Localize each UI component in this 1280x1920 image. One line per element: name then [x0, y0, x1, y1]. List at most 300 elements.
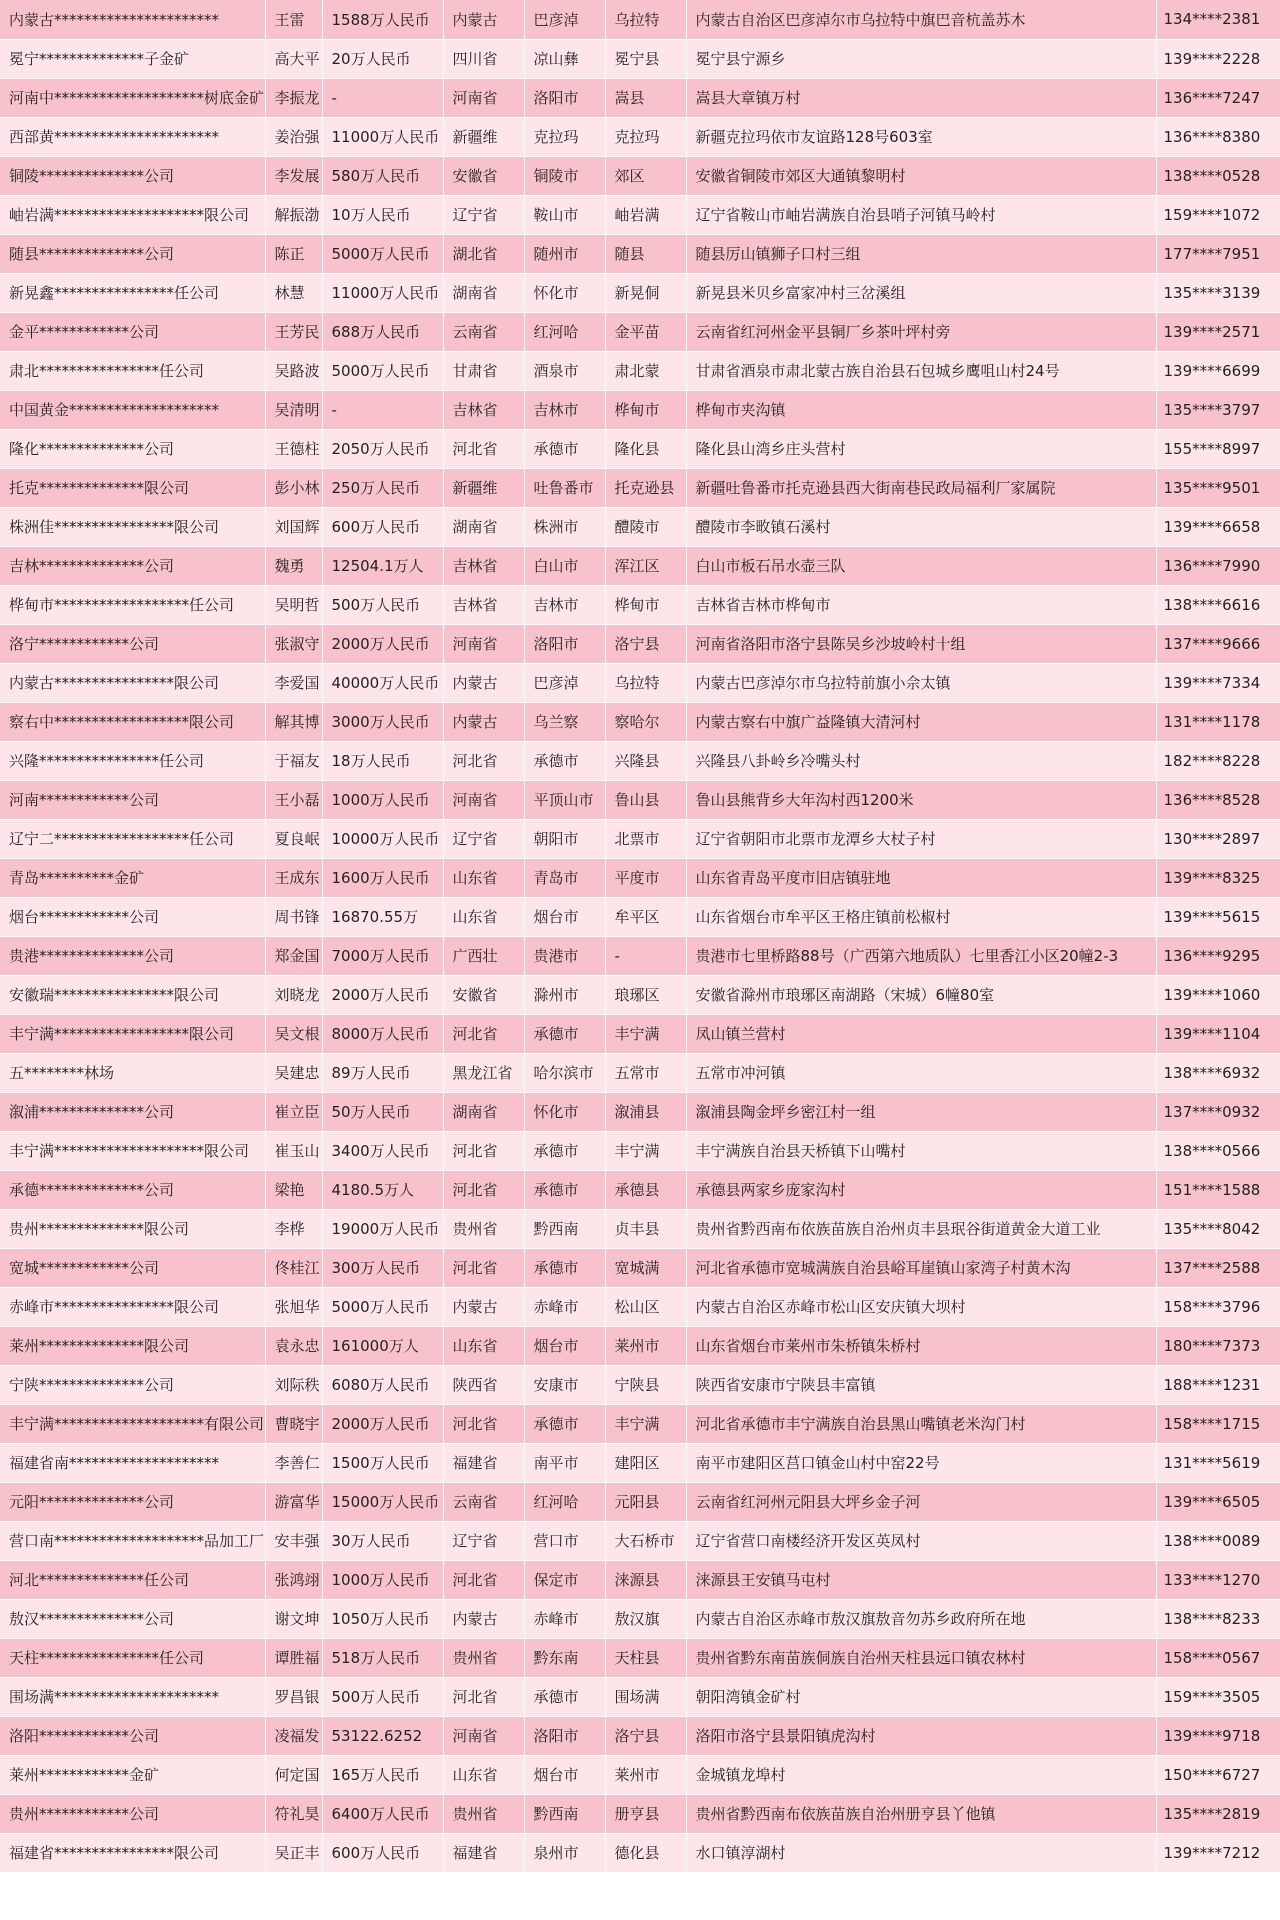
table-row — [0, 1014, 1280, 1053]
cell-county: 乌拉特 — [605, 0, 686, 39]
cell-company: 天柱****************任公司 — [0, 1638, 265, 1677]
table-row — [0, 702, 1280, 741]
cell-address: 溆浦县陶金坪乡密江村一组 — [686, 1092, 1156, 1131]
cell-company: 株洲佳****************限公司 — [0, 507, 265, 546]
cell-province: 山东省 — [443, 1755, 524, 1794]
cell-person: 佟桂江 — [265, 1248, 322, 1287]
cell-person: 张旭华 — [265, 1287, 322, 1326]
cell-province: 云南省 — [443, 312, 524, 351]
cell-county: 浑江区 — [605, 546, 686, 585]
cell-city: 哈尔滨市 — [524, 1053, 605, 1092]
cell-address: 新晃县米贝乡富家冲村三岔溪组 — [686, 273, 1156, 312]
cell-phone: 138****0089 — [1156, 1521, 1280, 1560]
cell-phone: 130****2897 — [1156, 819, 1280, 858]
cell-address: 内蒙古察右中旗广益隆镇大清河村 — [686, 702, 1156, 741]
cell-address: 朝阳湾镇金矿村 — [686, 1677, 1156, 1716]
cell-city: 红河哈 — [524, 1482, 605, 1521]
cell-person: 彭小林 — [265, 468, 322, 507]
table-row — [0, 507, 1280, 546]
cell-province: 吉林省 — [443, 585, 524, 624]
cell-city: 黔西南 — [524, 1794, 605, 1833]
cell-province: 河北省 — [443, 741, 524, 780]
cell-company: 福建省南******************** — [0, 1443, 265, 1482]
cell-person: 陈正 — [265, 234, 322, 273]
cell-address: 辽宁省营口南楼经济开发区英凤村 — [686, 1521, 1156, 1560]
cell-province: 吉林省 — [443, 546, 524, 585]
cell-person: 李桦 — [265, 1209, 322, 1248]
table-row — [0, 1638, 1280, 1677]
cell-capital: 4180.5万人 — [322, 1170, 443, 1209]
cell-province: 河北省 — [443, 429, 524, 468]
cell-capital: 18万人民币 — [322, 741, 443, 780]
cell-company: 察右中******************限公司 — [0, 702, 265, 741]
cell-phone: 177****7951 — [1156, 234, 1280, 273]
cell-phone: 139****6658 — [1156, 507, 1280, 546]
cell-person: 王小磊 — [265, 780, 322, 819]
cell-city: 保定市 — [524, 1560, 605, 1599]
cell-person: 何定国 — [265, 1755, 322, 1794]
cell-county: 托克逊县 — [605, 468, 686, 507]
table-row — [0, 858, 1280, 897]
cell-address: 云南省红河州元阳县大坪乡金子河 — [686, 1482, 1156, 1521]
cell-phone: 151****1588 — [1156, 1170, 1280, 1209]
cell-county: 松山区 — [605, 1287, 686, 1326]
cell-county: 洛宁县 — [605, 1716, 686, 1755]
cell-capital: 40000万人民币 — [322, 663, 443, 702]
cell-province: 湖北省 — [443, 234, 524, 273]
cell-company: 内蒙古********************** — [0, 0, 265, 39]
cell-capital: 10000万人民币 — [322, 819, 443, 858]
cell-company: 河南************公司 — [0, 780, 265, 819]
cell-capital: - — [322, 390, 443, 429]
cell-address: 兴隆县八卦岭乡冷嘴头村 — [686, 741, 1156, 780]
cell-county: 肃北蒙 — [605, 351, 686, 390]
cell-province: 贵州省 — [443, 1794, 524, 1833]
cell-phone: 158****1715 — [1156, 1404, 1280, 1443]
cell-capital: 1600万人民币 — [322, 858, 443, 897]
cell-phone: 136****8380 — [1156, 117, 1280, 156]
cell-county: 琅琊区 — [605, 975, 686, 1014]
cell-company: 内蒙古****************限公司 — [0, 663, 265, 702]
cell-company: 营口南********************品加工厂 — [0, 1521, 265, 1560]
cell-capital: 2000万人民币 — [322, 1404, 443, 1443]
cell-address: 冕宁县宁源乡 — [686, 39, 1156, 78]
cell-city: 南平市 — [524, 1443, 605, 1482]
cell-city: 赤峰市 — [524, 1287, 605, 1326]
cell-province: 贵州省 — [443, 1638, 524, 1677]
cell-address: 嵩县大章镇万村 — [686, 78, 1156, 117]
cell-phone: 138****0566 — [1156, 1131, 1280, 1170]
cell-province: 广西壮 — [443, 936, 524, 975]
cell-company: 烟台************公司 — [0, 897, 265, 936]
cell-company: 岫岩满********************限公司 — [0, 195, 265, 234]
cell-capital: 20万人民币 — [322, 39, 443, 78]
cell-phone: 135****8042 — [1156, 1209, 1280, 1248]
cell-city: 怀化市 — [524, 273, 605, 312]
cell-capital: 15000万人民币 — [322, 1482, 443, 1521]
cell-province: 湖南省 — [443, 507, 524, 546]
cell-province: 山东省 — [443, 1326, 524, 1365]
cell-person: 游富华 — [265, 1482, 322, 1521]
cell-company: 辽宁二******************任公司 — [0, 819, 265, 858]
cell-company: 桦甸市******************任公司 — [0, 585, 265, 624]
cell-capital: 11000万人民币 — [322, 273, 443, 312]
cell-address: 鲁山县熊背乡大年沟村西1200米 — [686, 780, 1156, 819]
cell-province: 贵州省 — [443, 1209, 524, 1248]
cell-company: 丰宁满********************限公司 — [0, 1131, 265, 1170]
cell-capital: 16870.55万 — [322, 897, 443, 936]
cell-province: 山东省 — [443, 897, 524, 936]
cell-phone: 139****1060 — [1156, 975, 1280, 1014]
cell-county: 洛宁县 — [605, 624, 686, 663]
cell-company: 兴隆****************任公司 — [0, 741, 265, 780]
cell-city: 巴彦淖 — [524, 0, 605, 39]
cell-county: 兴隆县 — [605, 741, 686, 780]
cell-company: 洛阳************公司 — [0, 1716, 265, 1755]
cell-city: 烟台市 — [524, 1755, 605, 1794]
cell-phone: 155****8997 — [1156, 429, 1280, 468]
cell-province: 山东省 — [443, 858, 524, 897]
cell-company: 五********林场 — [0, 1053, 265, 1092]
cell-province: 内蒙古 — [443, 1287, 524, 1326]
cell-company: 西部黄********************** — [0, 117, 265, 156]
table-row — [0, 585, 1280, 624]
table-row — [0, 1053, 1280, 1092]
cell-address: 山东省烟台市牟平区王格庄镇前松椒村 — [686, 897, 1156, 936]
cell-city: 平顶山市 — [524, 780, 605, 819]
table-row — [0, 741, 1280, 780]
cell-address: 桦甸市夹沟镇 — [686, 390, 1156, 429]
cell-county: 莱州市 — [605, 1755, 686, 1794]
cell-phone: 158****3796 — [1156, 1287, 1280, 1326]
cell-company: 托克**************限公司 — [0, 468, 265, 507]
cell-capital: 2050万人民币 — [322, 429, 443, 468]
cell-county: 郊区 — [605, 156, 686, 195]
cell-address: 贵港市七里桥路88号（广西第六地质队）七里香江小区20幢2-3 — [686, 936, 1156, 975]
cell-person: 王德柱 — [265, 429, 322, 468]
cell-phone: 139****7212 — [1156, 1833, 1280, 1872]
cell-province: 陕西省 — [443, 1365, 524, 1404]
cell-person: 谢文坤 — [265, 1599, 322, 1638]
cell-city: 青岛市 — [524, 858, 605, 897]
cell-province: 河北省 — [443, 1404, 524, 1443]
cell-person: 吴明哲 — [265, 585, 322, 624]
cell-phone: 135****9501 — [1156, 468, 1280, 507]
cell-province: 甘肃省 — [443, 351, 524, 390]
cell-city: 铜陵市 — [524, 156, 605, 195]
cell-county: 德化县 — [605, 1833, 686, 1872]
cell-person: 周书锋 — [265, 897, 322, 936]
cell-company: 贵州**************限公司 — [0, 1209, 265, 1248]
table-row — [0, 663, 1280, 702]
cell-county: 溆浦县 — [605, 1092, 686, 1131]
cell-province: 辽宁省 — [443, 195, 524, 234]
cell-city: 白山市 — [524, 546, 605, 585]
cell-capital: - — [322, 78, 443, 117]
cell-province: 河北省 — [443, 1014, 524, 1053]
cell-company: 敖汉**************公司 — [0, 1599, 265, 1638]
cell-province: 河南省 — [443, 780, 524, 819]
cell-phone: 136****7990 — [1156, 546, 1280, 585]
cell-phone: 135****3139 — [1156, 273, 1280, 312]
cell-province: 河北省 — [443, 1170, 524, 1209]
cell-county: 冕宁县 — [605, 39, 686, 78]
cell-county: 嵩县 — [605, 78, 686, 117]
cell-city: 承德市 — [524, 741, 605, 780]
cell-city: 吐鲁番市 — [524, 468, 605, 507]
cell-person: 高大平 — [265, 39, 322, 78]
cell-address: 丰宁满族自治县天桥镇下山嘴村 — [686, 1131, 1156, 1170]
cell-company: 福建省****************限公司 — [0, 1833, 265, 1872]
cell-county: 册亨县 — [605, 1794, 686, 1833]
cell-phone: 139****7334 — [1156, 663, 1280, 702]
cell-address: 南平市建阳区莒口镇金山村中窑22号 — [686, 1443, 1156, 1482]
cell-person: 解振渤 — [265, 195, 322, 234]
cell-county: 金平苗 — [605, 312, 686, 351]
cell-person: 解其博 — [265, 702, 322, 741]
cell-company: 河北**************任公司 — [0, 1560, 265, 1599]
cell-city: 承德市 — [524, 1404, 605, 1443]
cell-person: 崔玉山 — [265, 1131, 322, 1170]
table-row — [0, 1443, 1280, 1482]
cell-capital: 1500万人民币 — [322, 1443, 443, 1482]
table-row — [0, 975, 1280, 1014]
cell-person: 李爱国 — [265, 663, 322, 702]
cell-address: 安徽省滁州市琅琊区南湖路（宋城）6幢80室 — [686, 975, 1156, 1014]
cell-capital: 3000万人民币 — [322, 702, 443, 741]
cell-person: 张鸿翊 — [265, 1560, 322, 1599]
cell-phone: 137****0932 — [1156, 1092, 1280, 1131]
cell-county: 牟平区 — [605, 897, 686, 936]
table-row — [0, 312, 1280, 351]
cell-phone: 139****2228 — [1156, 39, 1280, 78]
table-row — [0, 273, 1280, 312]
cell-company: 莱州**************限公司 — [0, 1326, 265, 1365]
cell-phone: 139****6505 — [1156, 1482, 1280, 1521]
cell-capital: 6400万人民币 — [322, 1794, 443, 1833]
cell-capital: 30万人民币 — [322, 1521, 443, 1560]
cell-city: 承德市 — [524, 1131, 605, 1170]
cell-city: 红河哈 — [524, 312, 605, 351]
cell-city: 承德市 — [524, 1170, 605, 1209]
cell-capital: 580万人民币 — [322, 156, 443, 195]
cell-address: 内蒙古自治区赤峰市敖汉旗敖音勿苏乡政府所在地 — [686, 1599, 1156, 1638]
cell-capital: 8000万人民币 — [322, 1014, 443, 1053]
cell-county: 丰宁满 — [605, 1014, 686, 1053]
cell-province: 福建省 — [443, 1443, 524, 1482]
cell-address: 金城镇龙埠村 — [686, 1755, 1156, 1794]
table-row — [0, 1287, 1280, 1326]
cell-phone: 131****5619 — [1156, 1443, 1280, 1482]
cell-phone: 138****6616 — [1156, 585, 1280, 624]
cell-phone: 139****6699 — [1156, 351, 1280, 390]
table-row — [0, 1248, 1280, 1287]
table-row — [0, 1326, 1280, 1365]
table-row — [0, 1599, 1280, 1638]
cell-county: 莱州市 — [605, 1326, 686, 1365]
cell-capital: 2000万人民币 — [322, 624, 443, 663]
cell-city: 克拉玛 — [524, 117, 605, 156]
cell-address: 吉林省吉林市桦甸市 — [686, 585, 1156, 624]
cell-province: 黑龙江省 — [443, 1053, 524, 1092]
cell-address: 水口镇淳湖村 — [686, 1833, 1156, 1872]
cell-company: 随县**************公司 — [0, 234, 265, 273]
cell-county: - — [605, 936, 686, 975]
cell-city: 乌兰察 — [524, 702, 605, 741]
table-row — [0, 195, 1280, 234]
cell-phone: 159****3505 — [1156, 1677, 1280, 1716]
cell-person: 安丰强 — [265, 1521, 322, 1560]
cell-company: 河南中********************树底金矿 — [0, 78, 265, 117]
cell-province: 新疆维 — [443, 117, 524, 156]
cell-capital: 600万人民币 — [322, 507, 443, 546]
table-row — [0, 780, 1280, 819]
cell-company: 宽城************公司 — [0, 1248, 265, 1287]
table-row — [0, 1365, 1280, 1404]
table-row — [0, 234, 1280, 273]
cell-province: 河南省 — [443, 1716, 524, 1755]
cell-address: 贵州省黔东南苗族侗族自治州天柱县远口镇农林村 — [686, 1638, 1156, 1677]
cell-phone: 159****1072 — [1156, 195, 1280, 234]
cell-person: 张淑守 — [265, 624, 322, 663]
cell-phone: 158****0567 — [1156, 1638, 1280, 1677]
cell-county: 乌拉特 — [605, 663, 686, 702]
cell-company: 溆浦**************公司 — [0, 1092, 265, 1131]
cell-address: 涞源县王安镇马屯村 — [686, 1560, 1156, 1599]
table-row — [0, 897, 1280, 936]
cell-county: 桦甸市 — [605, 390, 686, 429]
cell-province: 河北省 — [443, 1131, 524, 1170]
cell-capital: 1050万人民币 — [322, 1599, 443, 1638]
cell-phone: 137****9666 — [1156, 624, 1280, 663]
cell-person: 姜治强 — [265, 117, 322, 156]
cell-company: 中国黄金******************** — [0, 390, 265, 429]
cell-county: 天柱县 — [605, 1638, 686, 1677]
cell-county: 醴陵市 — [605, 507, 686, 546]
cell-county: 大石桥市 — [605, 1521, 686, 1560]
cell-phone: 182****8228 — [1156, 741, 1280, 780]
cell-address: 五常市冲河镇 — [686, 1053, 1156, 1092]
cell-city: 酒泉市 — [524, 351, 605, 390]
cell-person: 袁永忠 — [265, 1326, 322, 1365]
cell-province: 河南省 — [443, 78, 524, 117]
cell-city: 泉州市 — [524, 1833, 605, 1872]
cell-person: 吴清明 — [265, 390, 322, 429]
cell-capital: 5000万人民币 — [322, 351, 443, 390]
cell-county: 隆化县 — [605, 429, 686, 468]
cell-province: 内蒙古 — [443, 1599, 524, 1638]
cell-city: 怀化市 — [524, 1092, 605, 1131]
table-row — [0, 1209, 1280, 1248]
cell-person: 夏良岷 — [265, 819, 322, 858]
cell-address: 甘肃省酒泉市肃北蒙古族自治县石包城乡鹰咀山村24号 — [686, 351, 1156, 390]
cell-city: 巴彦淖 — [524, 663, 605, 702]
cell-capital: 165万人民币 — [322, 1755, 443, 1794]
cell-address: 贵州省黔西南布依族苗族自治州册亨县丫他镇 — [686, 1794, 1156, 1833]
cell-person: 王雷 — [265, 0, 322, 39]
cell-person: 谭胜福 — [265, 1638, 322, 1677]
cell-city: 朝阳市 — [524, 819, 605, 858]
cell-company: 元阳**************公司 — [0, 1482, 265, 1521]
cell-person: 林慧 — [265, 273, 322, 312]
cell-company: 丰宁满******************限公司 — [0, 1014, 265, 1053]
cell-city: 凉山彝 — [524, 39, 605, 78]
cell-county: 察哈尔 — [605, 702, 686, 741]
cell-phone: 139****8325 — [1156, 858, 1280, 897]
cell-phone: 150****6727 — [1156, 1755, 1280, 1794]
cell-person: 李善仁 — [265, 1443, 322, 1482]
cell-company: 承德**************公司 — [0, 1170, 265, 1209]
cell-person: 梁艳 — [265, 1170, 322, 1209]
cell-county: 鲁山县 — [605, 780, 686, 819]
cell-person: 吴路波 — [265, 351, 322, 390]
cell-province: 湖南省 — [443, 273, 524, 312]
cell-county: 桦甸市 — [605, 585, 686, 624]
cell-city: 洛阳市 — [524, 624, 605, 663]
cell-phone: 139****5615 — [1156, 897, 1280, 936]
table-row — [0, 1521, 1280, 1560]
cell-phone: 135****3797 — [1156, 390, 1280, 429]
cell-capital: 600万人民币 — [322, 1833, 443, 1872]
cell-county: 涞源县 — [605, 1560, 686, 1599]
cell-person: 魏勇 — [265, 546, 322, 585]
cell-city: 烟台市 — [524, 1326, 605, 1365]
cell-city: 承德市 — [524, 429, 605, 468]
cell-phone: 180****7373 — [1156, 1326, 1280, 1365]
cell-company: 铜陵**************公司 — [0, 156, 265, 195]
table-row — [0, 1560, 1280, 1599]
cell-capital: 10万人民币 — [322, 195, 443, 234]
cell-address: 云南省红河州金平县铜厂乡茶叶坪村旁 — [686, 312, 1156, 351]
cell-province: 河南省 — [443, 624, 524, 663]
cell-city: 承德市 — [524, 1248, 605, 1287]
cell-person: 罗昌银 — [265, 1677, 322, 1716]
cell-province: 安徽省 — [443, 975, 524, 1014]
cell-county: 承德县 — [605, 1170, 686, 1209]
cell-capital: 12504.1万人 — [322, 546, 443, 585]
cell-county: 五常市 — [605, 1053, 686, 1092]
cell-company: 丰宁满********************有限公司 — [0, 1404, 265, 1443]
cell-capital: 518万人民币 — [322, 1638, 443, 1677]
cell-city: 黔东南 — [524, 1638, 605, 1677]
cell-province: 内蒙古 — [443, 663, 524, 702]
table-row — [0, 624, 1280, 663]
cell-address: 隆化县山湾乡庄头营村 — [686, 429, 1156, 468]
cell-phone: 136****7247 — [1156, 78, 1280, 117]
cell-company: 吉林**************公司 — [0, 546, 265, 585]
cell-address: 山东省烟台市莱州市朱桥镇朱桥村 — [686, 1326, 1156, 1365]
cell-county: 丰宁满 — [605, 1404, 686, 1443]
table-row — [0, 546, 1280, 585]
table-row — [0, 0, 1280, 39]
cell-county: 元阳县 — [605, 1482, 686, 1521]
cell-city: 洛阳市 — [524, 78, 605, 117]
cell-capital: 688万人民币 — [322, 312, 443, 351]
cell-address: 内蒙古自治区巴彦淖尔市乌拉特中旗巴音杭盖苏木 — [686, 0, 1156, 39]
cell-city: 鞍山市 — [524, 195, 605, 234]
cell-city: 赤峰市 — [524, 1599, 605, 1638]
table-row — [0, 390, 1280, 429]
table-row — [0, 1716, 1280, 1755]
cell-company: 新晃鑫****************任公司 — [0, 273, 265, 312]
cell-person: 吴正丰 — [265, 1833, 322, 1872]
cell-person: 凌福发 — [265, 1716, 322, 1755]
cell-city: 吉林市 — [524, 390, 605, 429]
cell-address: 醴陵市李畋镇石溪村 — [686, 507, 1156, 546]
table-row — [0, 1092, 1280, 1131]
cell-address: 河北省承德市宽城满族自治县峪耳崖镇山家湾子村黄木沟 — [686, 1248, 1156, 1287]
cell-county: 宁陕县 — [605, 1365, 686, 1404]
